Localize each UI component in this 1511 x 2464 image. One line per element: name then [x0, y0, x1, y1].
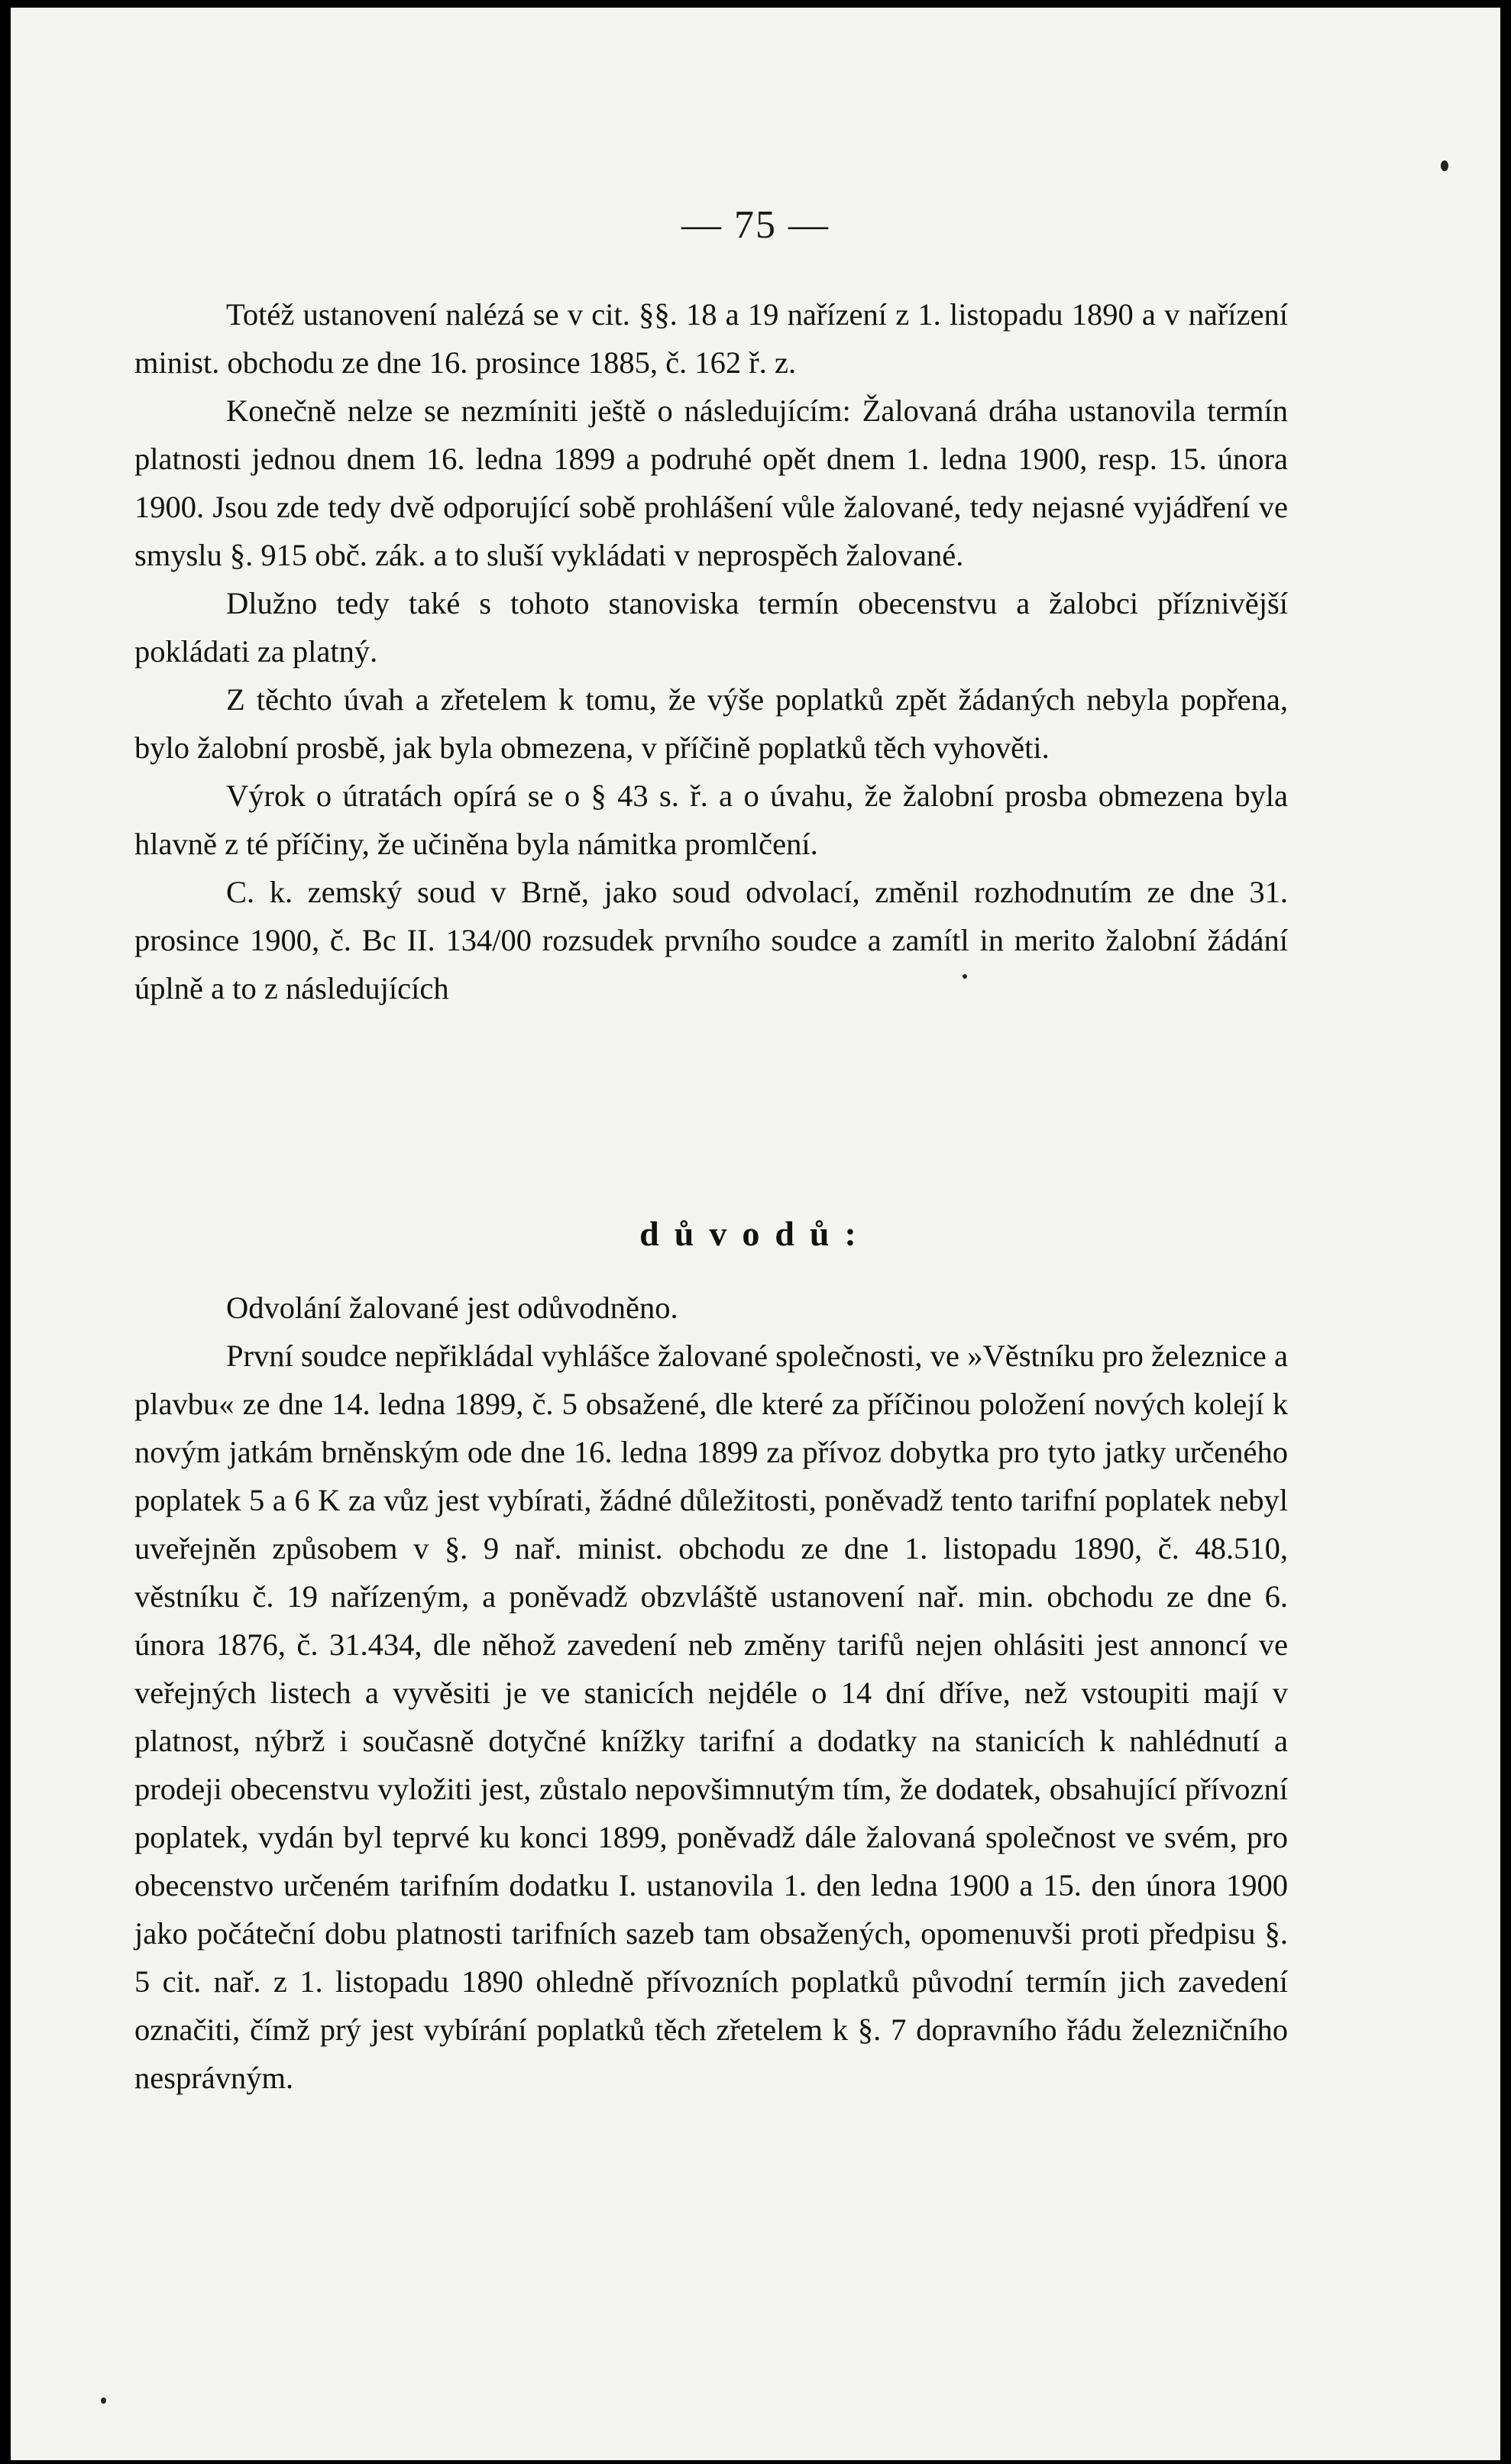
paragraph: Z těchto úvah a zřetelem k tomu, že výše poplatků zpět žádaných nebyla popřena, bylo žalobní prosbě, jak byla obmezena, v příčině poplatků těch vyhověti.	[134, 682, 1288, 765]
paragraph: Totéž ustanovení nalézá se v cit. §§. 18 a 19 nařízení z 1. listopadu 1890 a v nařízení minist. obchodu ze dne 16. prosince 1885, č. 162 ř. z.	[134, 297, 1288, 380]
text-section-before-heading	[134, 290, 1288, 1012]
paragraph: Odvolání žalované jest odůvodněno.	[226, 1290, 678, 1325]
page-number: — 75 —	[681, 203, 830, 247]
scan-speck	[1441, 160, 1448, 171]
scan-speck	[963, 974, 967, 979]
paragraph: Dlužno tedy také s tohoto stanoviska termín obecenstvu a žalobci příznivější pokládati za platný.	[134, 586, 1288, 669]
text-section-after-heading	[134, 1284, 1288, 2102]
paragraph: Výrok o útratách opírá se o § 43 s. ř. a o úvahu, že žalobní prosba obmezena byla hlavně z té příčiny, že učiněna byla námitka promlčení.	[134, 779, 1288, 861]
scan-speck	[101, 2398, 106, 2404]
paragraph: C. k. zemský soud v Brně, jako soud odvolací, změnil rozhodnutím ze dne 31. prosince 1900, č. Bc II. 134/00 rozsudek prvního soudce a zamítl in merito žalobní žádání úplně a to z následujících	[134, 875, 1288, 1005]
document-page	[11, 8, 1500, 2460]
paragraph: Konečně nelze se nezmíniti ještě o následujícím: Žalovaná dráha ustanovila termín platnosti jednou dnem 16. ledna 1899 a podruhé opět dnem 1. ledna 1900, resp. 15. února 1900. Jsou zde tedy dvě odporující sobě prohlášení vůle žalované, tedy nejasné vyjádření ve smyslu §. 915 obč. zák. a to sluší vykládati v neprospěch žalované.	[134, 393, 1288, 572]
section-heading: důvodů:	[639, 1214, 872, 1253]
paragraph: První soudce nepřikládal vyhlášce žalované společnosti, ve »Věstníku pro železnice a plavbu« ze dne 14. ledna 1899, č. 5 obsažené, dle které za příčinou položení nových kolejí k novým jatkám brněnským ode dne 16. ledna 1899 za přívoz dobytka pro tyto jatky určeného poplatek 5 a 6 K za vůz jest vybírati, žádné důležitosti, poněvadž tento tarifní poplatek nebyl uveřejněn způsobem v §. 9 nař. minist. obchodu ze dne 1. listopadu 1890, č. 48.510, věstníku č. 19 nařízeným, a poněvadž obzvláště ustanovení nař. min. obchodu ze dne 6. února 1876, č. 31.434, dle něhož zavedení neb změny tarifů nejen ohlásiti jest annoncí ve veřejných listech a vyvěsiti je ve stanicích nejdéle o 14 dní dříve, než vstoupiti mají v platnost, nýbrž i současně dotyčné knížky tarifní a dodatky na stanicích k nahlédnutí a prodeji obecenstvu vyložiti jest, zůstalo nepovšimnutým tím, že dodatek, obsahující přívozní poplatek, vydán byl teprvé ku konci 1899, poněvadž dále žalovaná společnost ve svém, pro obecenstvo určeném tarifním dodatku I. ustanovila 1. den ledna 1900 a 15. den února 1900 jako počáteční dobu platnosti tarifních sazeb tam obsažených, opomenuvši proti předpisu §. 5 cit. nař. z 1. listopadu 1890 ohledně přívozních poplatků původní termín jich zavedení označiti, čímž prý jest vybírání poplatků těch zřetelem k §. 7 dopravního řádu železničního nesprávným.	[134, 1339, 1288, 2095]
